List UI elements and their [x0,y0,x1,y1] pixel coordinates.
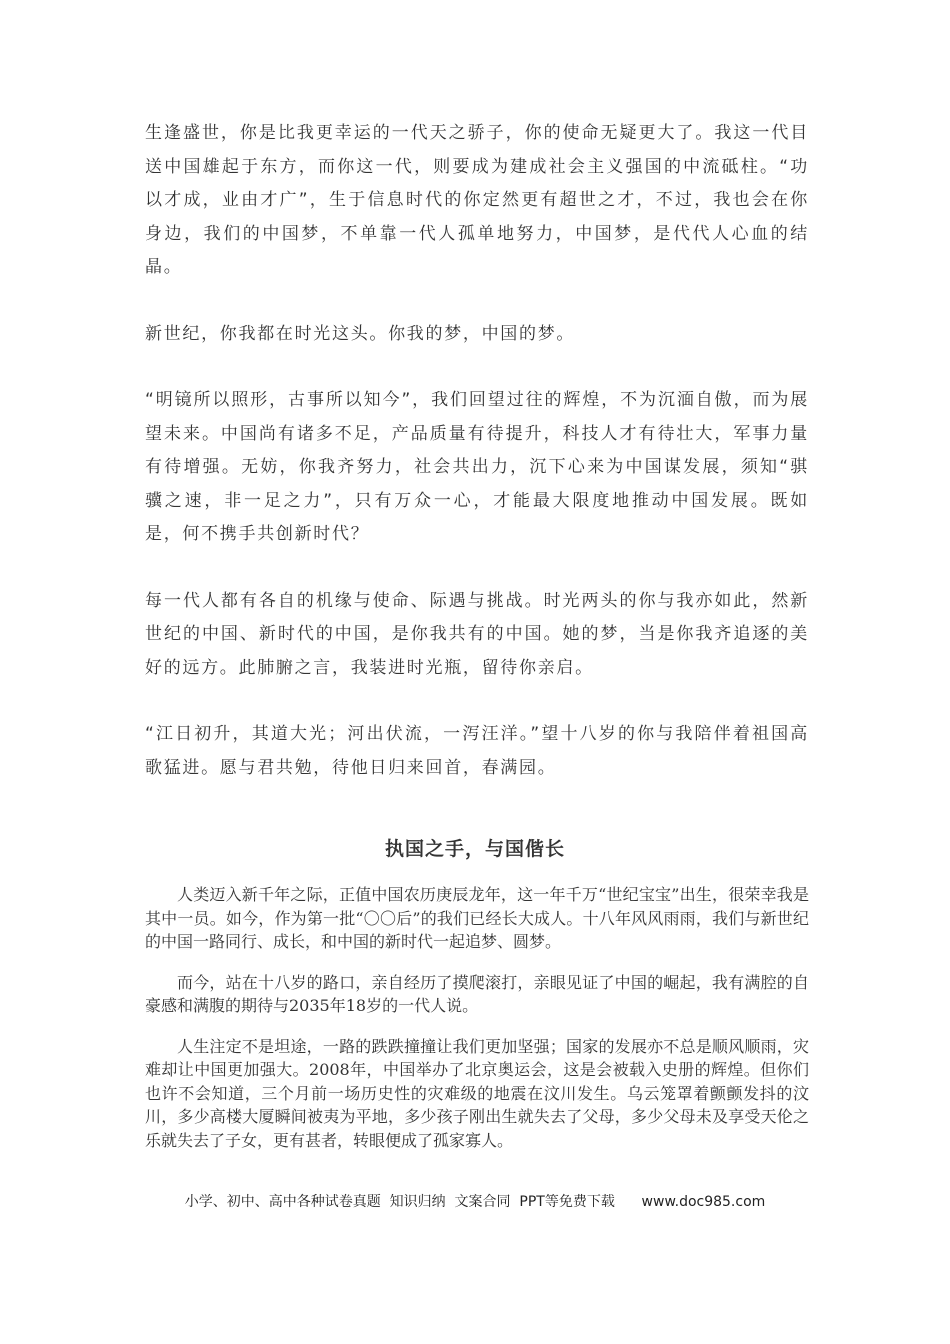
paragraph: 而今，站在十八岁的路口，亲自经历了摸爬滚打，亲眼见证了中国的崛起，我有满腔的自豪感和满腹的期待与2035年18岁的一代人说。 [145,972,809,1015]
page-footer [0,1191,950,1211]
essay-section-1 [145,117,809,818]
footer-url[interactable]: www.doc985.com [641,1194,766,1210]
paragraph: 人生注定不是坦途，一路的跌跌撞撞让我们更加坚强；国家的发展亦不总是顺风顺雨，灾难却让中国更加强大。2008年，中国举办了北京奥运会，这是会被载入史册的辉煌。但你们也许不会知道，三个月前一场历史性的灾难级的地震在汶川发生。乌云笼罩着颤颤发抖的汶川，多少高楼大厦瞬间被夷为平地，多少孩子刚出生就失去了父母，多少父母未及享受天伦之乐就失去了子女，更有甚者，转眼便成了孤家寡人。 [145,1036,809,1150]
paragraph: “江日初升，其道大光；河出伏流，一泻汪洋。”望十八岁的你与我陪伴着祖国高歌猛进。愿与君共勉，待他日归来回首，春满园。 [145,724,809,778]
paragraph: 每一代人都有各自的机缘与使命、际遇与挑战。时光两头的你与我亦如此，然新世纪的中国、新时代的中国，是你我共有的中国。她的梦，当是你我齐追逐的美好的远方。此肺腑之言，我装进时光瓶，留待你亲启。 [145,590,809,678]
paragraph: 新世纪，你我都在时光这头。你我的梦，中国的梦。 [145,323,576,344]
paragraph: 生逢盛世，你是比我更幸运的一代天之骄子，你的使命无疑更大了。我这一代目送中国雄起于东方，而你这一代，则要成为建成社会主义强国的中流砥柱。“功以才成，业由才广”，生于信息时代的你定然更有超世之才，不过，我也会在你身边，我们的中国梦，不单靠一代人孤单地努力，中国梦，是代代人心血的结晶。 [145,123,809,277]
footer-text: 小学、初中、高中各种试卷真题 知识归纳 文案合同 PPT等免费下载 [184,1194,615,1210]
essay-section-2 [145,883,809,1169]
paragraph: 人类迈入新千年之际，正值中国农历庚辰龙年，这一年千万“世纪宝宝”出生，很荣幸我是其中一员。如今，作为第一批“〇〇后”的我们已经长大成人。十八年风风雨雨，我们与新世纪的中国一路同行、成长，和中国的新时代一起追梦、圆梦。 [145,885,809,951]
essay-title: 执国之手，与国偕长 [384,838,565,860]
paragraph: “明镜所以照形，古事所以知今”，我们回望过往的辉煌，不为沉湎自傲，而为展望未来。中国尚有诸多不足，产品质量有待提升，科技人才有待壮大，军事力量有待增强。无妨，你我齐努力，社会共出力，沉下心来为中国谋发展，须知“骐骥之速，非一足之力”，只有万众一心，才能最大限度地推动中国发展。既如是，何不携手共创新时代？ [145,390,809,544]
